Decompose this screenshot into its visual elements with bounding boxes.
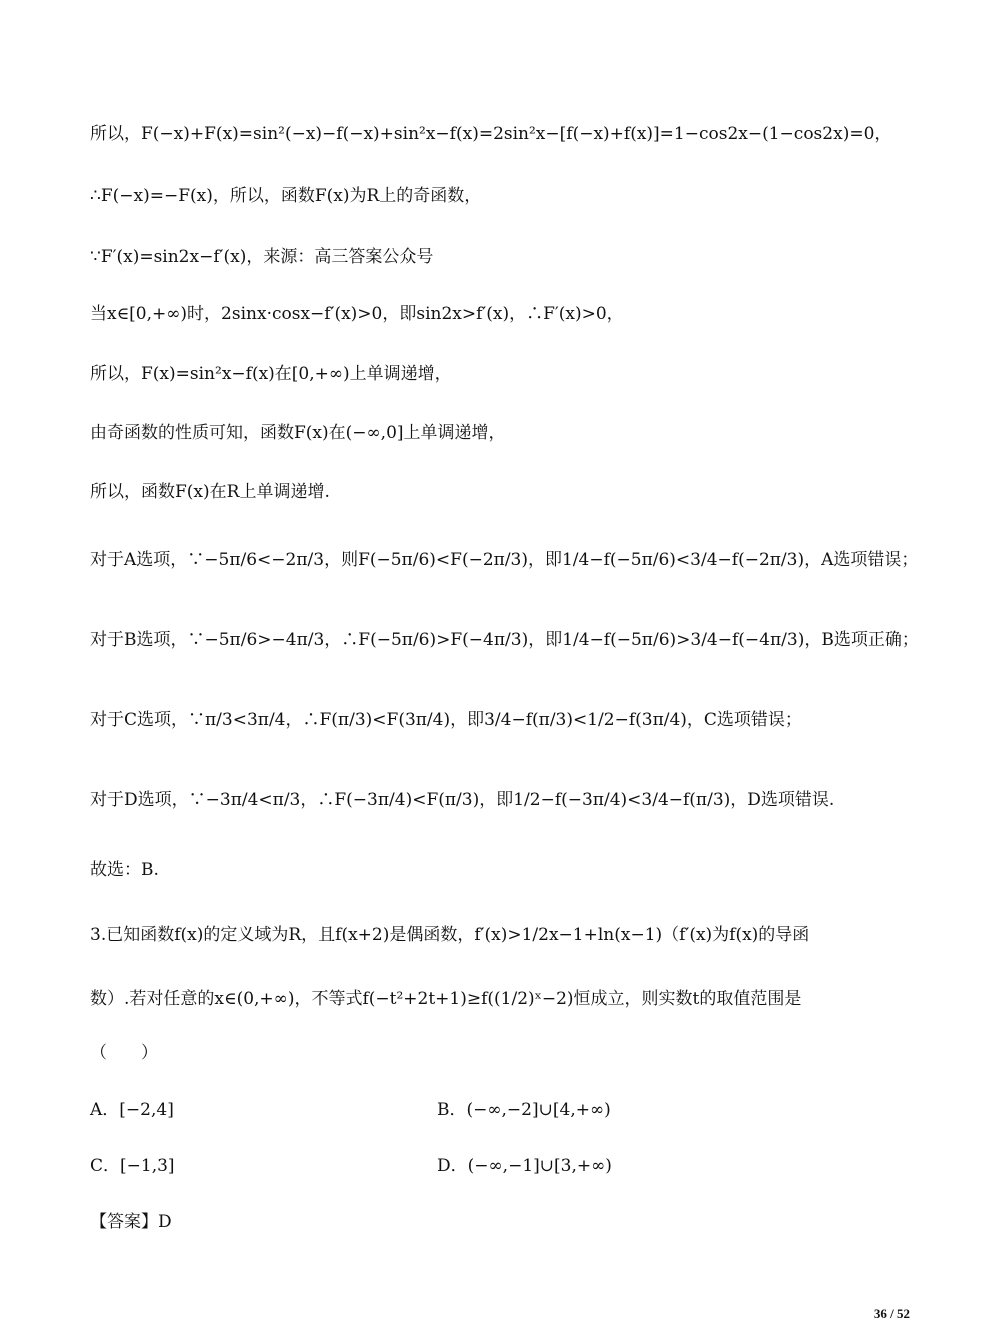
question-line-3: （ ） [90,1043,158,1063]
text-line-3: ∵F′(x)=sin2x−f′(x)，来源：高三答案公众号 [90,247,434,267]
option-b: B．(−∞,−2]∪[4,+∞) [437,1100,611,1120]
text-line-12: 故选：B. [90,860,159,880]
option-d: D．(−∞,−1]∪[3,+∞) [437,1156,612,1176]
page-number: 36 / 52 [873,1306,910,1321]
text-line-6: 由奇函数的性质可知，函数F(x)在(−∞,0]上单调递增， [90,423,506,443]
text-line-4: 当x∈[0,+∞)时，2sinx·cosx−f′(x)>0，即sin2x>f′(x)，∴F′(x)>0， [90,304,624,324]
question-line-2: 数）.若对任意的x∈(0,+∞)，不等式f(−t²+2t+1)≥f((1/2)ˣ−2)恒成立，则实数t的取值范围是 [90,989,802,1009]
text-line-10: 对于C选项，∵π/3<3π/4，∴F(π/3)<F(3π/4)，即3/4−f(π/3)<1/2−f(3π/4)，C选项错误； [90,710,802,730]
text-line-7: 所以，函数F(x)在R上单调递增. [90,482,330,502]
text-line-11: 对于D选项，∵−3π/4<π/3，∴F(−3π/4)<F(π/3)，即1/2−f(−3π/4)<3/4−f(π/3)，D选项错误. [90,790,835,810]
text-line-9: 对于B选项，∵−5π/6>−4π/3，∴F(−5π/6)>F(−4π/3)，即1/4−f(−5π/6)>3/4−f(−4π/3)，B选项正确； [90,630,919,650]
text-line-2: ∴F(−x)=−F(x)，所以，函数F(x)为R上的奇函数， [90,186,482,206]
answer-line: 【答案】D [90,1212,172,1232]
option-c: C．[−1,3] [90,1156,175,1176]
text-line-5: 所以，F(x)=sin²x−f(x)在[0,+∞)上单调递增， [90,364,452,384]
option-a: A．[−2,4] [90,1100,174,1120]
text-line-1: 所以，F(−x)+F(x)=sin²(−x)−f(−x)+sin²x−f(x)=2sin²x−[f(−x)+f(x)]=1−cos2x−(1−cos2x)=0， [90,124,892,144]
text-line-8: 对于A选项，∵−5π/6<−2π/3，则F(−5π/6)<F(−2π/3)，即1/4−f(−5π/6)<3/4−f(−2π/3)，A选项错误； [90,550,919,570]
question-line-1: 3.已知函数f(x)的定义域为R，且f(x+2)是偶函数，f′(x)>1/2x−1+ln(x−1)（f′(x)为f(x)的导函 [90,925,810,945]
